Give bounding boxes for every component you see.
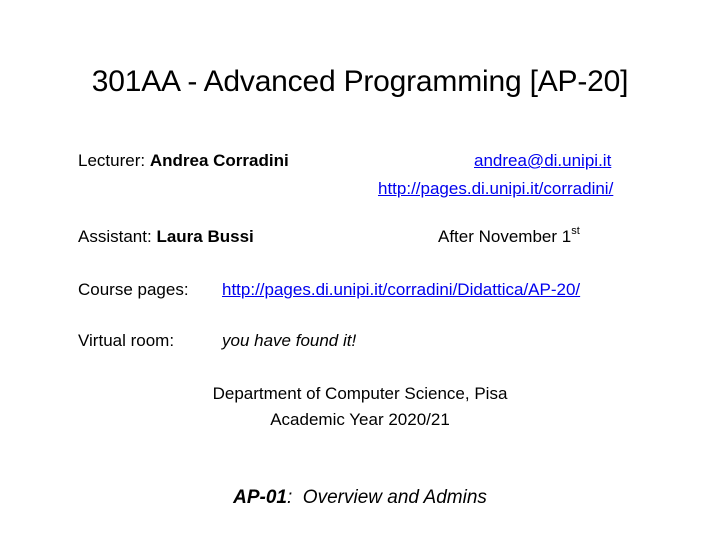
- lecturer-email-link[interactable]: andrea@di.unipi.it: [474, 151, 612, 170]
- department-line: Department of Computer Science, Pisa: [212, 384, 508, 403]
- academic-year-line: Academic Year 2020/21: [270, 410, 450, 429]
- lecturer-row: [78, 150, 289, 172]
- course-pages-label: Course pages:: [78, 280, 189, 299]
- lecturer-name: Andrea Corradini: [149, 151, 289, 170]
- virtual-room-label: Virtual room:: [78, 331, 175, 350]
- assistant-row: [78, 226, 254, 248]
- lecture-title: [0, 485, 720, 511]
- slide-title: 301AA - Advanced Programming [AP-20]: [91, 65, 629, 98]
- lecturer-label: Lecturer:: [78, 151, 146, 170]
- assistant-note: [438, 226, 580, 248]
- assistant-label: Assistant:: [78, 227, 152, 246]
- virtual-room-value: you have found it!: [222, 331, 357, 350]
- lecturer-homepage-link[interactable]: http://pages.di.unipi.it/corradini/: [378, 179, 614, 198]
- lecture-separator: :: [286, 487, 303, 508]
- course-pages-link[interactable]: http://pages.di.unipi.it/corradini/Didattica/AP-20/: [222, 280, 581, 299]
- assistant-note-text: After November 1: [438, 227, 572, 246]
- assistant-name: Laura Bussi: [156, 227, 254, 246]
- assistant-note-ordinal: st: [571, 225, 580, 238]
- lecture-code: AP-01: [233, 487, 287, 508]
- lecture-topic: Overview and Admins: [302, 487, 487, 508]
